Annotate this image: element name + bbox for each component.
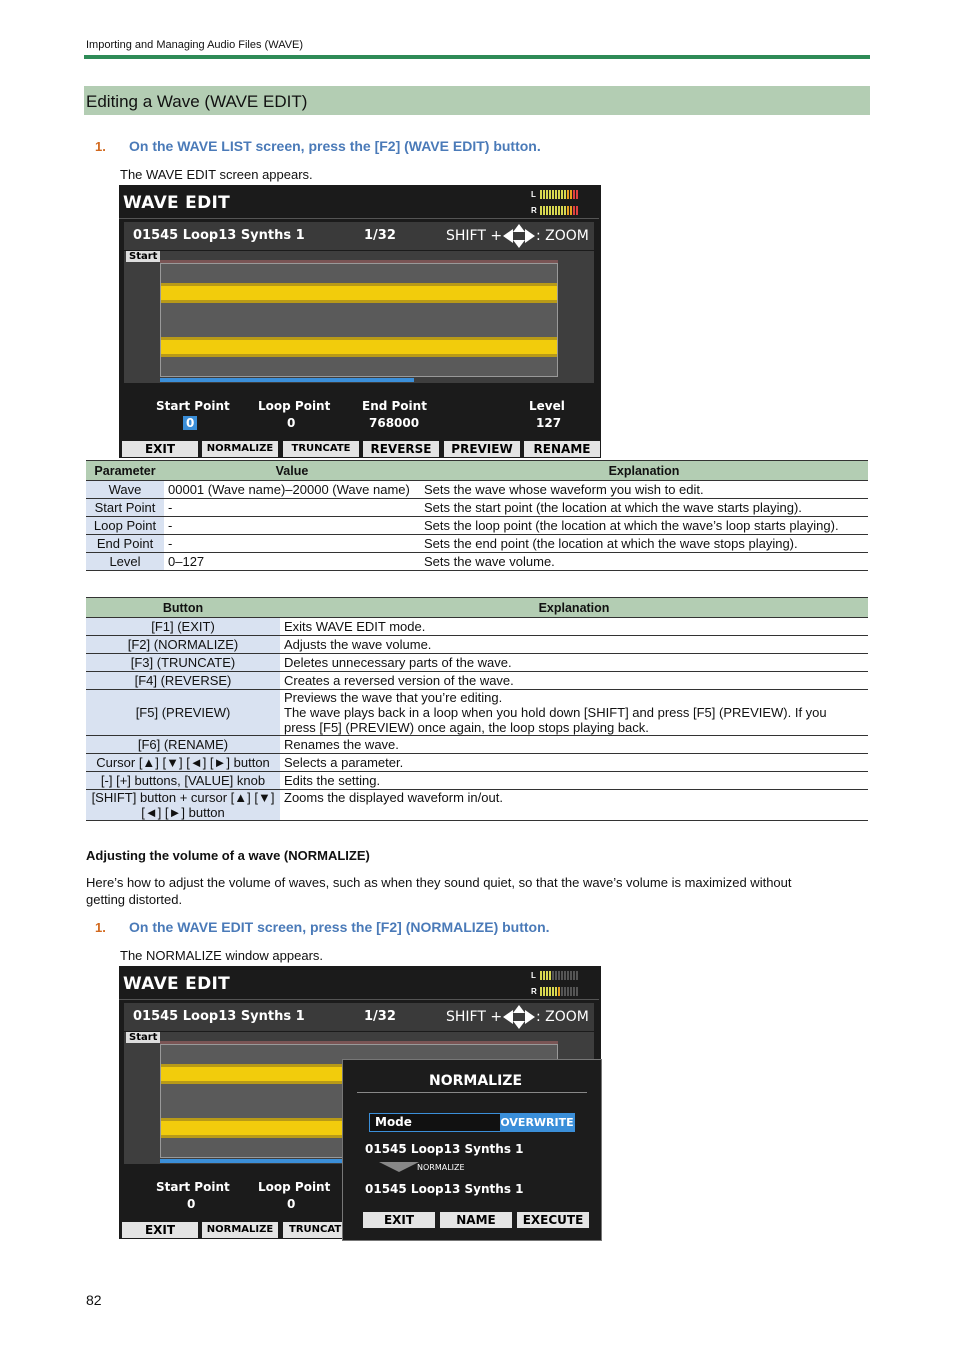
button-cell: [F5] (PREVIEW) xyxy=(86,690,280,736)
explanation-cell xyxy=(280,690,868,736)
title-divider xyxy=(119,999,599,1000)
button-table xyxy=(86,597,868,821)
value-cell: - xyxy=(164,499,420,517)
f1-exit-button[interactable]: EXIT xyxy=(122,1222,198,1238)
waveform-lower-channel xyxy=(161,340,557,354)
meter-left-label: L xyxy=(531,190,536,199)
col-button-explanation: Explanation xyxy=(280,598,868,618)
meter-right-label: R xyxy=(531,987,537,996)
button-cell: Cursor [▲] [▼] [◄] [►] button xyxy=(86,754,280,772)
wave-info-row xyxy=(124,222,594,250)
col-value: Value xyxy=(164,461,420,481)
f2-normalize-button[interactable]: NORMALIZE xyxy=(202,1222,278,1238)
start-point-label: Start Point xyxy=(156,399,230,413)
level-meter-right xyxy=(531,987,578,996)
table-row xyxy=(86,736,868,754)
loop-point-label: Loop Point xyxy=(258,399,331,413)
section-title: Editing a Wave (WAVE EDIT) xyxy=(86,92,308,111)
param-cell: Level xyxy=(86,553,164,571)
loop-point-value[interactable]: 0 xyxy=(287,1197,296,1211)
destination-wave-name: 01545 Loop13 Synths 1 xyxy=(365,1182,524,1196)
end-point-value[interactable]: 768000 xyxy=(369,416,420,430)
step-instruction: On the WAVE LIST screen, press the [F2] (WAVE EDIT) button. xyxy=(129,138,541,154)
value-cell: 0–127 xyxy=(164,553,420,571)
mode-row[interactable] xyxy=(369,1113,575,1132)
table-row xyxy=(86,517,868,535)
explanation-line: press [F5] (PREVIEW) once again, the loop stops playing back. xyxy=(284,720,649,735)
button-line: [SHIFT] button + cursor [▲] [▼] xyxy=(91,790,275,805)
button-cell: [-] [+] buttons, [VALUE] knob xyxy=(86,772,280,790)
step-result: The NORMALIZE window appears. xyxy=(120,948,324,963)
normalize-heading: Adjusting the volume of a wave (NORMALIZE) xyxy=(86,848,370,863)
start-marker: Start xyxy=(126,251,160,262)
explanation-cell: Renames the wave. xyxy=(280,736,868,754)
normalize-paragraph-line1: Here’s how to adjust the volume of waves, such as when they sound quiet, so that the wave’s volume is maximized without xyxy=(86,875,792,890)
col-explanation: Explanation xyxy=(420,461,868,481)
table-row xyxy=(86,672,868,690)
source-wave-name: 01545 Loop13 Synths 1 xyxy=(365,1142,524,1156)
title-divider xyxy=(119,218,599,219)
explanation-line: The wave plays back in a loop when you hold down [SHIFT] and press [F5] (PREVIEW). If you xyxy=(284,705,827,720)
table-row xyxy=(86,790,868,821)
mode-label: Mode xyxy=(375,1115,412,1129)
level-meter-left xyxy=(531,190,578,199)
value-cell: 00001 (Wave name)–20000 (Wave name) xyxy=(164,481,420,499)
zoom-hint: SHIFT + xyxy=(446,228,503,244)
start-point-value[interactable]: 0 xyxy=(187,1197,196,1211)
f1-exit-button[interactable]: EXIT xyxy=(122,441,198,457)
parameter-table xyxy=(86,460,868,571)
param-cell: Start Point xyxy=(86,499,164,517)
normalize-window-title: NORMALIZE xyxy=(429,1073,523,1089)
zoom-label: : ZOOM xyxy=(536,228,589,244)
zoom-label: : ZOOM xyxy=(536,1009,589,1025)
normalize-paragraph-line2: getting distorted. xyxy=(86,892,183,907)
meter-right-label: R xyxy=(531,206,537,215)
explanation-cell: Adjusts the wave volume. xyxy=(280,636,868,654)
table-row xyxy=(86,553,868,571)
f6-rename-button[interactable]: RENAME xyxy=(524,441,600,457)
explanation-cell: Edits the setting. xyxy=(280,772,868,790)
screen-title: WAVE EDIT xyxy=(123,193,231,213)
explanation-cell: Exits WAVE EDIT mode. xyxy=(280,618,868,636)
explanation-cell: Creates a reversed version of the wave. xyxy=(280,672,868,690)
normalize-arrow-label: NORMALIZE xyxy=(417,1163,465,1172)
cursor-left-right-icon xyxy=(503,224,535,248)
step-number: 1. xyxy=(95,920,106,935)
explanation-line: Previews the wave that you’re editing. xyxy=(284,690,503,705)
level-value[interactable]: 127 xyxy=(536,416,562,430)
down-arrow-icon xyxy=(379,1162,419,1172)
button-cell: [F6] (RENAME) xyxy=(86,736,280,754)
section-heading-bar xyxy=(84,86,870,115)
loop-point-value[interactable]: 0 xyxy=(287,416,296,430)
waveform-area xyxy=(124,251,594,383)
level-meter-left xyxy=(531,971,578,980)
start-marker: Start xyxy=(126,1032,160,1043)
name-button[interactable]: NAME xyxy=(440,1212,512,1228)
param-cell: Wave xyxy=(86,481,164,499)
explanation-cell: Sets the wave volume. xyxy=(420,553,868,571)
button-cell: [F3] (TRUNCATE) xyxy=(86,654,280,672)
explanation-cell: Zooms the displayed waveform in/out. xyxy=(280,790,868,821)
title-divider xyxy=(357,1092,587,1093)
param-cell: End Point xyxy=(86,535,164,553)
f2-normalize-button[interactable]: NORMALIZE xyxy=(202,441,278,457)
cursor-left-right-icon xyxy=(503,1005,535,1029)
table-row xyxy=(86,654,868,672)
exit-button[interactable]: EXIT xyxy=(363,1212,435,1228)
page-number: 82 xyxy=(86,1292,102,1308)
step-instruction: On the WAVE EDIT screen, press the [F2] (NORMALIZE) button. xyxy=(129,919,550,935)
wave-name: 01545 Loop13 Synths 1 xyxy=(133,1009,305,1024)
explanation-cell: Deletes unnecessary parts of the wave. xyxy=(280,654,868,672)
explanation-cell: Sets the end point (the location at which the wave stops playing). xyxy=(420,535,868,553)
table-row xyxy=(86,535,868,553)
explanation-cell: Sets the wave whose waveform you wish to edit. xyxy=(420,481,868,499)
button-cell: [F2] (NORMALIZE) xyxy=(86,636,280,654)
level-meter-right xyxy=(531,206,578,215)
end-point-label: End Point xyxy=(362,399,427,413)
f3-truncate-button[interactable]: TRUNCATE xyxy=(283,441,359,457)
value-cell: - xyxy=(164,535,420,553)
f5-preview-button[interactable]: PREVIEW xyxy=(444,441,520,457)
header-rule xyxy=(84,55,870,59)
screen-title: WAVE EDIT xyxy=(123,974,231,994)
table-row xyxy=(86,690,868,736)
table-row xyxy=(86,618,868,636)
button-cell xyxy=(86,790,280,821)
start-point-label: Start Point xyxy=(156,1180,230,1194)
running-header: Importing and Managing Audio Files (WAVE) xyxy=(86,39,304,51)
wave-info-row xyxy=(124,1003,594,1031)
button-line: [◄] [►] button xyxy=(141,805,225,820)
level-label: Level xyxy=(529,399,565,413)
step-number: 1. xyxy=(95,139,106,154)
explanation-cell: Selects a parameter. xyxy=(280,754,868,772)
col-parameter: Parameter xyxy=(86,461,164,481)
button-cell: [F1] (EXIT) xyxy=(86,618,280,636)
value-cell: - xyxy=(164,517,420,535)
execute-button[interactable]: EXECUTE xyxy=(517,1212,589,1228)
step-result: The WAVE EDIT screen appears. xyxy=(120,167,313,182)
explanation-cell: Sets the loop point (the location at which the wave’s loop starts playing). xyxy=(420,517,868,535)
zoom-hint: SHIFT + xyxy=(446,1009,503,1025)
normalize-window xyxy=(342,1059,602,1241)
button-cell: [F4] (REVERSE) xyxy=(86,672,280,690)
waveform-upper-channel xyxy=(161,286,557,300)
meter-left-label: L xyxy=(531,971,536,980)
waveform-scroll-bar[interactable] xyxy=(160,378,414,382)
wave-edit-screen xyxy=(119,185,601,458)
mode-value[interactable]: OVERWRITE xyxy=(500,1116,574,1129)
explanation-cell: Sets the start point (the location at which the wave starts playing). xyxy=(420,499,868,517)
loop-point-label: Loop Point xyxy=(258,1180,331,1194)
param-cell: Loop Point xyxy=(86,517,164,535)
col-button: Button xyxy=(86,598,280,618)
waveform-display xyxy=(160,263,558,377)
wave-page: 1/32 xyxy=(364,1009,396,1024)
start-point-value[interactable]: 0 xyxy=(183,416,197,430)
table-row xyxy=(86,636,868,654)
table-row xyxy=(86,499,868,517)
table-row xyxy=(86,754,868,772)
f3-truncate-button[interactable]: TRUNCAT xyxy=(283,1222,349,1238)
wave-page: 1/32 xyxy=(364,228,396,243)
wave-name: 01545 Loop13 Synths 1 xyxy=(133,228,305,243)
table-row xyxy=(86,772,868,790)
f4-reverse-button[interactable]: REVERSE xyxy=(363,441,439,457)
table-row xyxy=(86,481,868,499)
